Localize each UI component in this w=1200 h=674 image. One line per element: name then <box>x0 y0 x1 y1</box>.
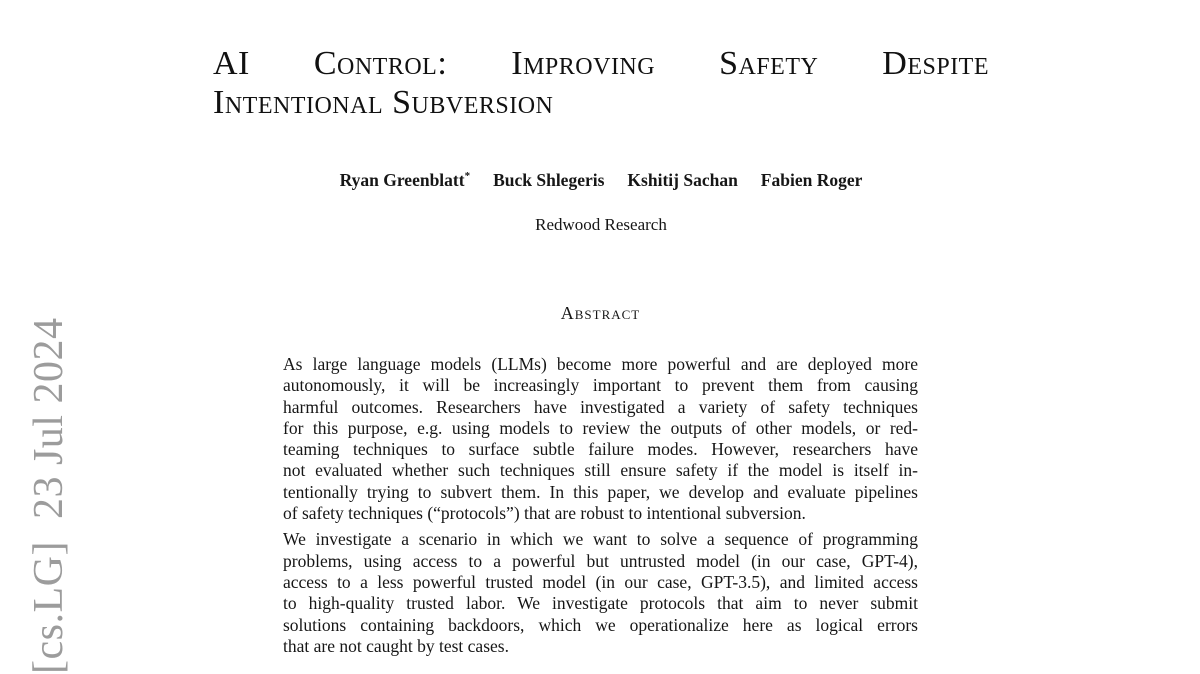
abstract-line: of safety techniques (“protocols”) that are robust to intentional subversion. <box>283 503 806 524</box>
paper-title-line1: AI Control: Improving Safety Despite <box>213 45 989 82</box>
abstract-line: that are not caught by test cases. <box>283 635 509 656</box>
arxiv-watermark: [cs.LG] 23 Jul 2024 <box>26 317 72 674</box>
author-name <box>340 170 470 191</box>
abstract-line: problems, using access to a powerful but untrusted model (in our case, GPT-4), <box>283 550 918 571</box>
abstract-body <box>283 354 918 657</box>
author-name-text: Kshitij Sachan <box>627 170 738 190</box>
abstract-line: access to a less powerful trusted model (in our case, GPT-3.5), and limited access <box>283 571 918 592</box>
abstract-line: teaming techniques to surface subtle failure modes. However, researchers have <box>283 439 918 460</box>
author-name <box>761 170 863 191</box>
author-list <box>213 170 989 191</box>
author-footnote-mark: * <box>464 170 471 183</box>
author-name <box>493 170 604 191</box>
abstract-line: As large language models (LLMs) become more powerful and are deployed more <box>283 354 918 374</box>
abstract-line: to high-quality trusted labor. We investigate protocols that aim to never submit <box>283 593 918 614</box>
paper-title <box>213 44 989 122</box>
abstract-line: We investigate a scenario in which we want to solve a sequence of programming <box>283 529 918 550</box>
abstract-line: tentionally trying to subvert them. In this paper, we develop and evaluate pipelines <box>283 481 918 502</box>
abstract-line: autonomously, it will be increasingly important to prevent them from causing <box>283 375 918 396</box>
author-name-text: Fabien Roger <box>760 170 863 190</box>
paper-title-line2: Intentional Subversion <box>213 84 554 121</box>
abstract-line: harmful outcomes. Researchers have investigated a variety of safety techniques <box>283 396 918 417</box>
author-name <box>627 170 737 191</box>
abstract-paragraph <box>283 529 918 657</box>
abstract-heading: Abstract <box>560 303 641 323</box>
abstract-line: not evaluated whether such techniques still ensure safety if the model is itself in- <box>283 460 918 481</box>
affiliation: Redwood Research <box>535 215 667 234</box>
author-name-text: Ryan Greenblatt <box>339 170 465 190</box>
abstract-paragraph <box>283 354 918 524</box>
author-name-text: Buck Shlegeris <box>493 170 605 190</box>
abstract-line: for this purpose, e.g. using models to review the outputs of other models, or red- <box>283 417 918 438</box>
abstract-line: solutions containing backdoors, which we operationalize here as logical errors <box>283 614 918 635</box>
